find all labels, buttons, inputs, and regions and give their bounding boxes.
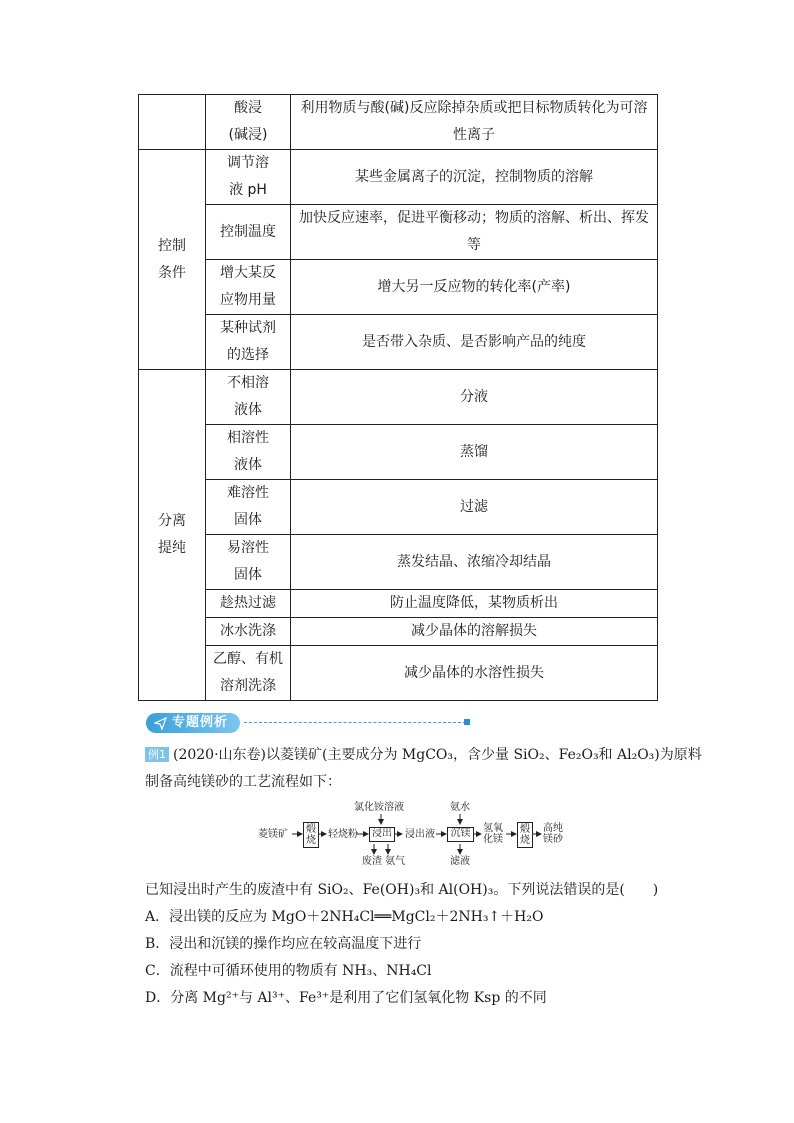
- table-cell-desc: 利用物质与酸(碱)反应除掉杂质或把目标物质转化为可溶性离子: [291, 95, 658, 150]
- flow-label-waste: 废渣 氨气: [362, 856, 406, 867]
- flow-box-calcine-1: 煅烧: [303, 822, 319, 848]
- question-line-2: 制备高纯镁砂的工艺流程如下：: [145, 774, 341, 790]
- table-cell-desc: 减少晶体的水溶性损失: [291, 646, 658, 701]
- section-header: [146, 713, 476, 733]
- flow-box-leach: 浸出: [369, 827, 395, 842]
- flow-box-precipitate-mg: 沉镁: [447, 827, 474, 842]
- section-title: 专题例析: [172, 715, 229, 730]
- table-cell-desc: 加快反应速率，促进平衡移动；物质的溶解、析出、挥发等: [291, 205, 658, 260]
- section-divider-end: [464, 719, 470, 725]
- flow-label-ammonia-water: 氨水: [450, 802, 470, 813]
- table-cell-item: 某种试剂 的选择: [206, 315, 291, 370]
- table-cell-item: 调节溶 液 pH: [206, 150, 291, 205]
- flow-label-light-powder: 轻烧粉: [328, 829, 358, 840]
- table-cell-desc: 分液: [291, 370, 658, 425]
- table-cell-item: 相溶性 液体: [206, 425, 291, 480]
- process-table: [138, 94, 658, 701]
- table-row: [139, 205, 658, 260]
- paper-plane-icon: [154, 713, 167, 736]
- table-row: [139, 370, 658, 425]
- flow-label-leachate: 浸出液: [405, 829, 435, 840]
- table-row: [139, 315, 658, 370]
- table-cell-desc: 防止温度降低，某物质析出: [291, 590, 658, 618]
- question-stem: (2020·山东卷)以菱镁矿(主要成分为 MgCO₃，含少量 SiO₂、Fe₂O₃和 Al₂O₃)为原料: [173, 747, 702, 763]
- table-cell-item: 酸浸 (碱浸): [206, 95, 291, 150]
- option-c: C．流程中可循环使用的物质有 NH₃、NH₄Cl: [145, 963, 432, 979]
- table-cell-desc: 蒸发结晶、浓缩冷却结晶: [291, 535, 658, 590]
- table-cell-desc: 增大另一反应物的转化率(产率): [291, 260, 658, 315]
- flow-label-ammonium-chloride: 氯化铵溶液: [354, 802, 404, 813]
- question-line-3: 已知浸出时产生的废渣中有 SiO₂、Fe(OH)₃和 Al(OH)₃。下列说法错误的是( ): [145, 882, 659, 898]
- process-flow-diagram: [250, 800, 570, 870]
- table-cell-item: 增大某反 应物用量: [206, 260, 291, 315]
- table-cell-group-control: 控制 条件: [139, 150, 206, 370]
- option-b: B．浸出和沉镁的操作均应在较高温度下进行: [145, 936, 422, 952]
- table-row: [139, 150, 658, 205]
- flow-label-mg-hydroxide: 氢氧 化镁: [483, 823, 503, 845]
- table-row: [139, 535, 658, 590]
- table-cell-item: 控制温度: [206, 205, 291, 260]
- flow-label-filtrate: 滤液: [450, 856, 470, 867]
- table-cell-item: 乙醇、有机 溶剂洗涤: [206, 646, 291, 701]
- flow-end-label: 高纯 镁砂: [543, 823, 563, 845]
- example-tag: 例1: [145, 747, 169, 762]
- table-row: [139, 425, 658, 480]
- table-row: [139, 590, 658, 618]
- table-row: [139, 260, 658, 315]
- section-title-pill: [146, 713, 240, 733]
- option-d: D．分离 Mg²⁺与 Al³⁺、Fe³⁺是利用了它们氢氧化物 Ksp 的不同: [145, 990, 547, 1006]
- table-cell-item: 趁热过滤: [206, 590, 291, 618]
- flow-box-calcine-2: 煅烧: [517, 822, 533, 848]
- table-row: [139, 480, 658, 535]
- question-line-1: [145, 745, 702, 765]
- table-cell-desc: 减少晶体的溶解损失: [291, 618, 658, 646]
- table-cell-item: 冰水洗涤: [206, 618, 291, 646]
- table-cell-group-separate: 分离 提纯: [139, 370, 206, 701]
- table-cell-item: 难溶性 固体: [206, 480, 291, 535]
- table-row: [139, 95, 658, 150]
- table-cell-desc: 过滤: [291, 480, 658, 535]
- section-divider: [244, 722, 466, 723]
- table-cell-desc: 某些金属离子的沉淀，控制物质的溶解: [291, 150, 658, 205]
- table-cell-item: 不相溶 液体: [206, 370, 291, 425]
- table-cell-group-empty: [139, 95, 206, 150]
- option-a: A．浸出镁的反应为 MgO＋2NH₄Cl══MgCl₂＋2NH₃↑＋H₂O: [145, 909, 544, 925]
- table-cell-item: 易溶性 固体: [206, 535, 291, 590]
- table-row: [139, 646, 658, 701]
- table-cell-desc: 蒸馏: [291, 425, 658, 480]
- table-cell-desc: 是否带入杂质、是否影响产品的纯度: [291, 315, 658, 370]
- flow-start-label: 菱镁矿: [258, 829, 288, 840]
- table-row: [139, 618, 658, 646]
